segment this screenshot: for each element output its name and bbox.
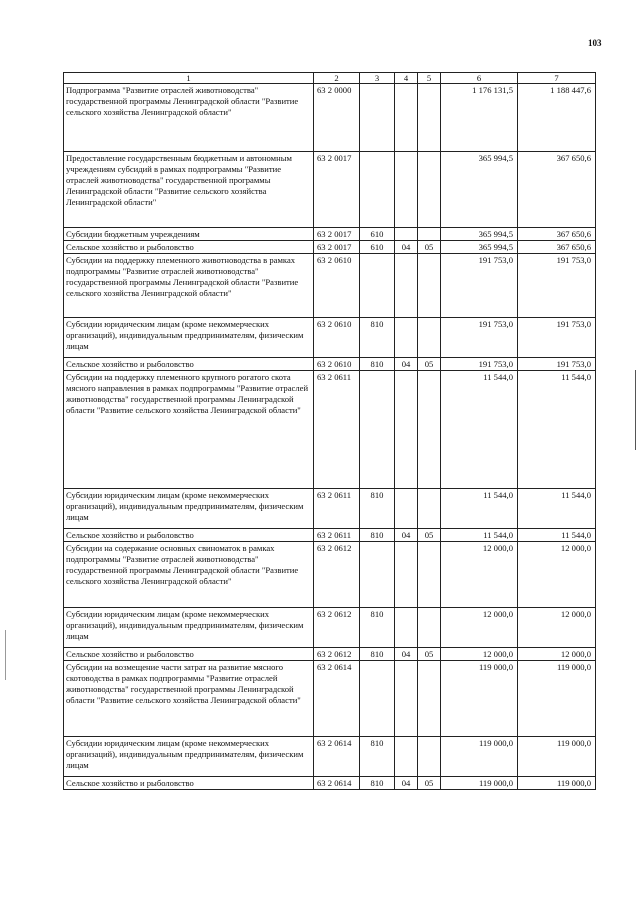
table-row	[64, 737, 596, 777]
amount-year1-cell: 119 000,0	[441, 661, 518, 737]
target-code-cell: 63 2 0611	[314, 529, 360, 542]
scan-edge-line	[5, 630, 6, 680]
subsection-cell	[418, 228, 441, 241]
expense-type-cell: 810	[360, 489, 395, 529]
amount-year1-cell: 11 544,0	[441, 371, 518, 489]
target-code-cell: 63 2 0017	[314, 152, 360, 228]
section-cell: 04	[395, 529, 418, 542]
amount-year2-cell: 119 000,0	[518, 777, 596, 790]
row-name-cell: Субсидии на поддержку племенного животноводства в рамках подпрограммы "Развитие отраслей животноводства" государственной программы Ленинградской области "Развитие сельского хозяйства Ленинградской области"	[64, 254, 314, 318]
amount-year1-cell: 365 994,5	[441, 152, 518, 228]
section-cell: 04	[395, 358, 418, 371]
amount-year2-cell: 367 650,6	[518, 241, 596, 254]
expense-type-cell: 810	[360, 608, 395, 648]
row-name-cell: Субсидии на возмещение части затрат на развитие мясного скотоводства в рамках подпрограммы "Развитие отраслей животноводства" государственной программы Ленинградской области "Развитие сельского хозяйства Ленинградской области"	[64, 661, 314, 737]
amount-year2-cell: 191 753,0	[518, 254, 596, 318]
target-code-cell: 63 2 0614	[314, 737, 360, 777]
expense-type-cell: 810	[360, 737, 395, 777]
expense-type-cell	[360, 542, 395, 608]
amount-year2-cell: 12 000,0	[518, 542, 596, 608]
amount-year2-cell: 119 000,0	[518, 737, 596, 777]
target-code-cell: 63 2 0611	[314, 371, 360, 489]
section-cell: 04	[395, 777, 418, 790]
table-row	[64, 529, 596, 542]
column-header: 7	[518, 73, 596, 84]
amount-year1-cell: 12 000,0	[441, 648, 518, 661]
section-cell	[395, 661, 418, 737]
subsection-cell	[418, 318, 441, 358]
amount-year2-cell: 11 544,0	[518, 489, 596, 529]
scan-edge-line	[635, 370, 636, 450]
table-row	[64, 608, 596, 648]
column-header: 6	[441, 73, 518, 84]
expense-type-cell: 810	[360, 358, 395, 371]
column-header: 4	[395, 73, 418, 84]
subsection-cell: 05	[418, 358, 441, 371]
amount-year1-cell: 11 544,0	[441, 529, 518, 542]
row-name-cell: Сельское хозяйство и рыболовство	[64, 777, 314, 790]
amount-year1-cell: 119 000,0	[441, 737, 518, 777]
table-row	[64, 542, 596, 608]
target-code-cell: 63 2 0610	[314, 358, 360, 371]
amount-year2-cell: 11 544,0	[518, 371, 596, 489]
amount-year2-cell: 191 753,0	[518, 358, 596, 371]
amount-year1-cell: 191 753,0	[441, 254, 518, 318]
table-row	[64, 228, 596, 241]
target-code-cell: 63 2 0614	[314, 661, 360, 737]
table-body	[64, 73, 596, 790]
amount-year2-cell: 12 000,0	[518, 608, 596, 648]
target-code-cell: 63 2 0017	[314, 228, 360, 241]
table-row	[64, 358, 596, 371]
row-name-cell: Подпрограмма "Развитие отраслей животноводства" государственной программы Ленинградской области "Развитие сельского хозяйства Ленинградской области"	[64, 84, 314, 152]
budget-table	[63, 72, 596, 790]
subsection-cell	[418, 254, 441, 318]
row-name-cell: Сельское хозяйство и рыболовство	[64, 648, 314, 661]
table-row	[64, 489, 596, 529]
expense-type-cell	[360, 84, 395, 152]
column-number-row	[64, 73, 596, 84]
row-name-cell: Предоставление государственным бюджетным и автономным учреждениям субсидий в рамках подпрограммы "Развитие отраслей животноводства" государственной программы Ленинградской области "Развитие сельского хозяйства Ленинградской области"	[64, 152, 314, 228]
table-row	[64, 254, 596, 318]
section-cell	[395, 84, 418, 152]
row-name-cell: Сельское хозяйство и рыболовство	[64, 358, 314, 371]
row-name-cell: Субсидии на содержание основных свиноматок в рамках подпрограммы "Развитие отраслей животноводства" государственной программы Ленинградской области "Развитие сельского хозяйства Ленинградской области"	[64, 542, 314, 608]
subsection-cell: 05	[418, 241, 441, 254]
table-row	[64, 371, 596, 489]
subsection-cell: 05	[418, 777, 441, 790]
subsection-cell	[418, 661, 441, 737]
amount-year2-cell: 367 650,6	[518, 228, 596, 241]
target-code-cell: 63 2 0611	[314, 489, 360, 529]
target-code-cell: 63 2 0612	[314, 648, 360, 661]
amount-year1-cell: 191 753,0	[441, 318, 518, 358]
subsection-cell	[418, 608, 441, 648]
column-header: 1	[64, 73, 314, 84]
column-header: 5	[418, 73, 441, 84]
section-cell	[395, 608, 418, 648]
section-cell	[395, 152, 418, 228]
row-name-cell: Субсидии юридическим лицам (кроме некоммерческих организаций), индивидуальным предпринимателям, физическим лицам	[64, 737, 314, 777]
section-cell	[395, 489, 418, 529]
amount-year1-cell: 12 000,0	[441, 542, 518, 608]
row-name-cell: Субсидии на поддержку племенного крупного рогатого скота мясного направления в рамках подпрограммы "Развитие отраслей животноводства" государственной программы Ленинградской области "Развитие сельского хозяйства Ленинградской области"	[64, 371, 314, 489]
section-cell: 04	[395, 648, 418, 661]
table-row	[64, 777, 596, 790]
subsection-cell	[418, 84, 441, 152]
section-cell	[395, 542, 418, 608]
section-cell	[395, 737, 418, 777]
subsection-cell	[418, 542, 441, 608]
row-name-cell: Сельское хозяйство и рыболовство	[64, 241, 314, 254]
target-code-cell: 63 2 0612	[314, 608, 360, 648]
expense-type-cell: 810	[360, 529, 395, 542]
subsection-cell	[418, 737, 441, 777]
amount-year2-cell: 1 188 447,6	[518, 84, 596, 152]
section-cell	[395, 318, 418, 358]
table-row	[64, 241, 596, 254]
column-header: 3	[360, 73, 395, 84]
subsection-cell	[418, 489, 441, 529]
section-cell: 04	[395, 241, 418, 254]
amount-year1-cell: 365 994,5	[441, 241, 518, 254]
section-cell	[395, 228, 418, 241]
page-number: 103	[588, 38, 602, 48]
expense-type-cell	[360, 371, 395, 489]
amount-year2-cell: 367 650,6	[518, 152, 596, 228]
amount-year2-cell: 119 000,0	[518, 661, 596, 737]
target-code-cell: 63 2 0000	[314, 84, 360, 152]
row-name-cell: Субсидии юридическим лицам (кроме некоммерческих организаций), индивидуальным предпринимателям, физическим лицам	[64, 318, 314, 358]
target-code-cell: 63 2 0610	[314, 318, 360, 358]
row-name-cell: Сельское хозяйство и рыболовство	[64, 529, 314, 542]
expense-type-cell	[360, 254, 395, 318]
target-code-cell: 63 2 0612	[314, 542, 360, 608]
row-name-cell: Субсидии юридическим лицам (кроме некоммерческих организаций), индивидуальным предпринимателям, физическим лицам	[64, 608, 314, 648]
table-row	[64, 648, 596, 661]
table-row	[64, 152, 596, 228]
section-cell	[395, 254, 418, 318]
amount-year1-cell: 12 000,0	[441, 608, 518, 648]
amount-year2-cell: 11 544,0	[518, 529, 596, 542]
expense-type-cell: 810	[360, 318, 395, 358]
column-header: 2	[314, 73, 360, 84]
amount-year1-cell: 365 994,5	[441, 228, 518, 241]
amount-year2-cell: 191 753,0	[518, 318, 596, 358]
section-cell	[395, 371, 418, 489]
row-name-cell: Субсидии юридическим лицам (кроме некоммерческих организаций), индивидуальным предпринимателям, физическим лицам	[64, 489, 314, 529]
amount-year1-cell: 11 544,0	[441, 489, 518, 529]
expense-type-cell	[360, 661, 395, 737]
target-code-cell: 63 2 0017	[314, 241, 360, 254]
subsection-cell	[418, 152, 441, 228]
expense-type-cell: 810	[360, 648, 395, 661]
expense-type-cell: 610	[360, 241, 395, 254]
expense-type-cell: 610	[360, 228, 395, 241]
row-name-cell: Субсидии бюджетным учреждениям	[64, 228, 314, 241]
target-code-cell: 63 2 0614	[314, 777, 360, 790]
target-code-cell: 63 2 0610	[314, 254, 360, 318]
subsection-cell: 05	[418, 648, 441, 661]
expense-type-cell	[360, 152, 395, 228]
table-row	[64, 318, 596, 358]
table-row	[64, 84, 596, 152]
subsection-cell: 05	[418, 529, 441, 542]
amount-year1-cell: 1 176 131,5	[441, 84, 518, 152]
subsection-cell	[418, 371, 441, 489]
amount-year1-cell: 191 753,0	[441, 358, 518, 371]
table-row	[64, 661, 596, 737]
amount-year1-cell: 119 000,0	[441, 777, 518, 790]
expense-type-cell: 810	[360, 777, 395, 790]
amount-year2-cell: 12 000,0	[518, 648, 596, 661]
